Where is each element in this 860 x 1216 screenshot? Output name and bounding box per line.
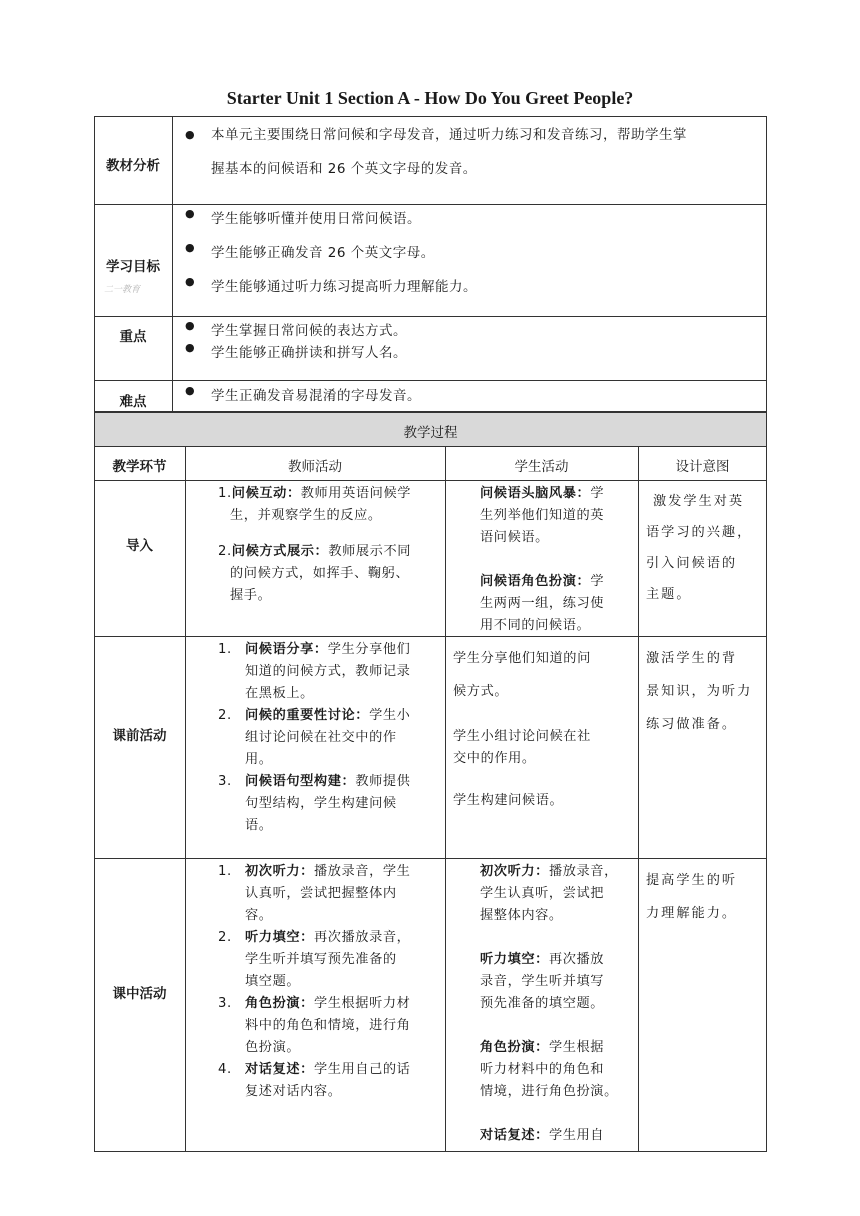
- item-title: 问候语句型构建：: [245, 774, 356, 789]
- goals-label: 学习目标: [106, 259, 160, 275]
- item-title: 问候语角色扮演：: [480, 574, 591, 589]
- bullet-icon: ●: [185, 241, 196, 254]
- item-text: 学生认真听，尝试把: [480, 886, 605, 901]
- item-text: 语问候语。: [480, 530, 549, 545]
- column-header-intent: 设计意图: [675, 459, 730, 475]
- item-text: 学生用自: [548, 1128, 605, 1143]
- item-text: 在黑板上。: [245, 686, 314, 701]
- item-title: 对话复述：: [245, 1062, 314, 1077]
- item-title: 对话复述：: [480, 1128, 549, 1143]
- goal-item: [185, 207, 421, 227]
- process-header: 教学过程: [403, 425, 458, 441]
- bullet-icon: ●: [185, 128, 196, 141]
- item-text: 听力材料中的角色和: [480, 1062, 605, 1077]
- item-text: 的问候方式，如挥手、鞠躬、: [230, 566, 410, 581]
- stage-label: 导入: [126, 538, 153, 554]
- column-header-teacher: 教师活动: [288, 459, 342, 475]
- item-text: 填空题。: [245, 974, 301, 989]
- goal-item: [185, 241, 435, 261]
- intent-text: 激活学生的背: [646, 651, 738, 666]
- student-activity: [480, 483, 632, 637]
- item-text: 播放录音，: [548, 864, 618, 879]
- column-header-stage: 教学环节: [112, 459, 167, 475]
- item-title: 问候的重要性讨论：: [245, 708, 370, 723]
- item-title: 角色扮演：: [480, 1040, 549, 1055]
- intent-text: 力理解能力。: [646, 906, 738, 921]
- item-text: 语。: [245, 818, 273, 833]
- item-text: 预先准备的填空题。: [480, 996, 605, 1011]
- item-text: 认真听，尝试把握整体内: [245, 886, 397, 901]
- item-text: 学生听并填写预先准备的: [245, 952, 397, 967]
- item-text: 学生小组讨论问候在社: [453, 729, 591, 744]
- item-text: 学生小: [369, 708, 411, 723]
- item-number: 2.: [218, 544, 232, 559]
- intent-text: 主题。: [646, 587, 692, 602]
- item-text: 握整体内容。: [480, 908, 563, 923]
- item-number: 4.: [218, 1062, 232, 1077]
- key-point-item: [185, 341, 407, 361]
- intent-text: 提高学生的听: [646, 873, 738, 888]
- intent-text: 语学习的兴趣，: [646, 525, 753, 540]
- item-title: 问候互动：: [231, 486, 301, 501]
- bullet-icon: ●: [185, 275, 196, 288]
- item-text: 学: [590, 486, 605, 501]
- student-activity: [453, 642, 633, 812]
- goal-text: 学生能够听懂并使用日常问候语。: [211, 211, 421, 227]
- intent-text: 激发学生对英: [653, 494, 745, 509]
- teacher-activity: [218, 861, 440, 1103]
- item-number: 3.: [218, 774, 232, 789]
- analysis-line-2: 握基本的问候语和 26 个英文字母的发音。: [211, 161, 477, 177]
- difficulty-text: 学生正确发音易混淆的字母发音。: [211, 388, 421, 404]
- design-intent: [646, 642, 762, 741]
- key-point-item: [185, 319, 407, 339]
- intent-text: 练习做准备。: [646, 717, 738, 732]
- item-number: 3.: [218, 996, 232, 1011]
- item-text: 教师提供: [355, 774, 411, 789]
- analysis-text: [185, 118, 761, 186]
- analysis-label: 教材分析: [106, 158, 160, 174]
- item-text: 句型结构，学生构建问候: [245, 796, 397, 811]
- teacher-activity: [218, 639, 440, 837]
- item-text: 复述对话内容。: [245, 1084, 342, 1099]
- item-text: 容。: [245, 908, 273, 923]
- item-text: 学: [590, 574, 605, 589]
- item-text: 再次播放录音，: [313, 930, 411, 945]
- student-activity: [480, 861, 635, 1147]
- item-title: 初次听力：: [245, 864, 314, 879]
- item-number: 2.: [218, 708, 232, 723]
- key-point-text: 学生掌握日常问候的表达方式。: [211, 323, 407, 339]
- stage-label: 课中活动: [112, 986, 167, 1002]
- item-text: 料中的角色和情境，进行角: [245, 1018, 411, 1033]
- item-text: 用不同的问候语。: [480, 618, 591, 633]
- item-text: 生列举他们知道的英: [480, 508, 605, 523]
- item-text: 组讨论问候在社交中的作: [245, 730, 397, 745]
- item-text: 学生构建问候语。: [453, 793, 564, 808]
- item-text: 生，并观察学生的反应。: [230, 508, 382, 523]
- item-text: 再次播放: [548, 952, 605, 967]
- item-text: 情境，进行角色扮演。: [480, 1084, 618, 1099]
- item-title: 问候语头脑风暴：: [480, 486, 591, 501]
- item-text: 教师用英语问候学: [300, 486, 412, 501]
- bullet-icon: ●: [185, 207, 196, 220]
- item-text: 教师展示不同: [328, 544, 412, 559]
- difficulty-label: 难点: [119, 394, 147, 410]
- intent-text: 景知识，为听力: [646, 684, 753, 699]
- item-number: 1.: [218, 642, 232, 657]
- item-title: 听力填空：: [480, 952, 549, 967]
- item-text: 学生根据: [548, 1040, 605, 1055]
- item-text: 生两两一组，练习使: [480, 596, 605, 611]
- item-number: 2.: [218, 930, 232, 945]
- stage-label: 课前活动: [112, 728, 167, 744]
- bullet-icon: ●: [185, 384, 196, 397]
- item-text: 录音，学生听并填写: [480, 974, 605, 989]
- item-text: 播放录音，学生: [313, 864, 411, 879]
- difficulty-item: [185, 384, 421, 404]
- document-title: Starter Unit 1 Section A - How Do You Greet People?: [226, 88, 634, 108]
- column-header-student: 学生活动: [514, 459, 569, 475]
- item-number: 1.: [218, 486, 232, 501]
- bullet-icon: ●: [185, 341, 196, 354]
- item-text: 学生分享他们: [327, 642, 411, 657]
- goal-text: 学生能够正确发音 26 个英文字母。: [211, 245, 435, 261]
- bullet-icon: ●: [185, 319, 196, 332]
- design-intent: [646, 486, 762, 610]
- item-text: 握手。: [230, 588, 272, 603]
- analysis-line-1: 本单元主要围绕日常问候和字母发音，通过听力练习和发音练习，帮助学生掌: [211, 127, 687, 143]
- item-text: 知道的问候方式，教师记录: [245, 664, 411, 679]
- key-points-label: 重点: [119, 329, 147, 345]
- goal-item: [185, 275, 477, 295]
- item-title: 角色扮演：: [245, 996, 314, 1011]
- item-title: 听力填空：: [245, 930, 314, 945]
- key-point-text: 学生能够正确拼读和拼写人名。: [211, 345, 407, 361]
- item-text: 交中的作用。: [453, 751, 536, 766]
- item-text: 学生分享他们知道的问: [453, 651, 591, 666]
- design-intent: [646, 864, 762, 930]
- item-title: 问候方式展示：: [231, 544, 329, 559]
- item-text: 学生用自己的话: [313, 1062, 411, 1077]
- item-title: 问候语分享：: [245, 642, 328, 657]
- item-text: 用。: [245, 752, 273, 767]
- item-title: 初次听力：: [480, 864, 549, 879]
- item-text: 候方式。: [453, 684, 509, 699]
- watermark-logo: 二一教育: [104, 285, 141, 295]
- item-text: 学生根据听力材: [313, 996, 411, 1011]
- teacher-activity: [218, 483, 440, 607]
- goal-text: 学生能够通过听力练习提高听力理解能力。: [211, 279, 477, 295]
- intent-text: 引入问候语的: [646, 556, 738, 571]
- item-text: 色扮演。: [245, 1040, 301, 1055]
- item-number: 1.: [218, 864, 232, 879]
